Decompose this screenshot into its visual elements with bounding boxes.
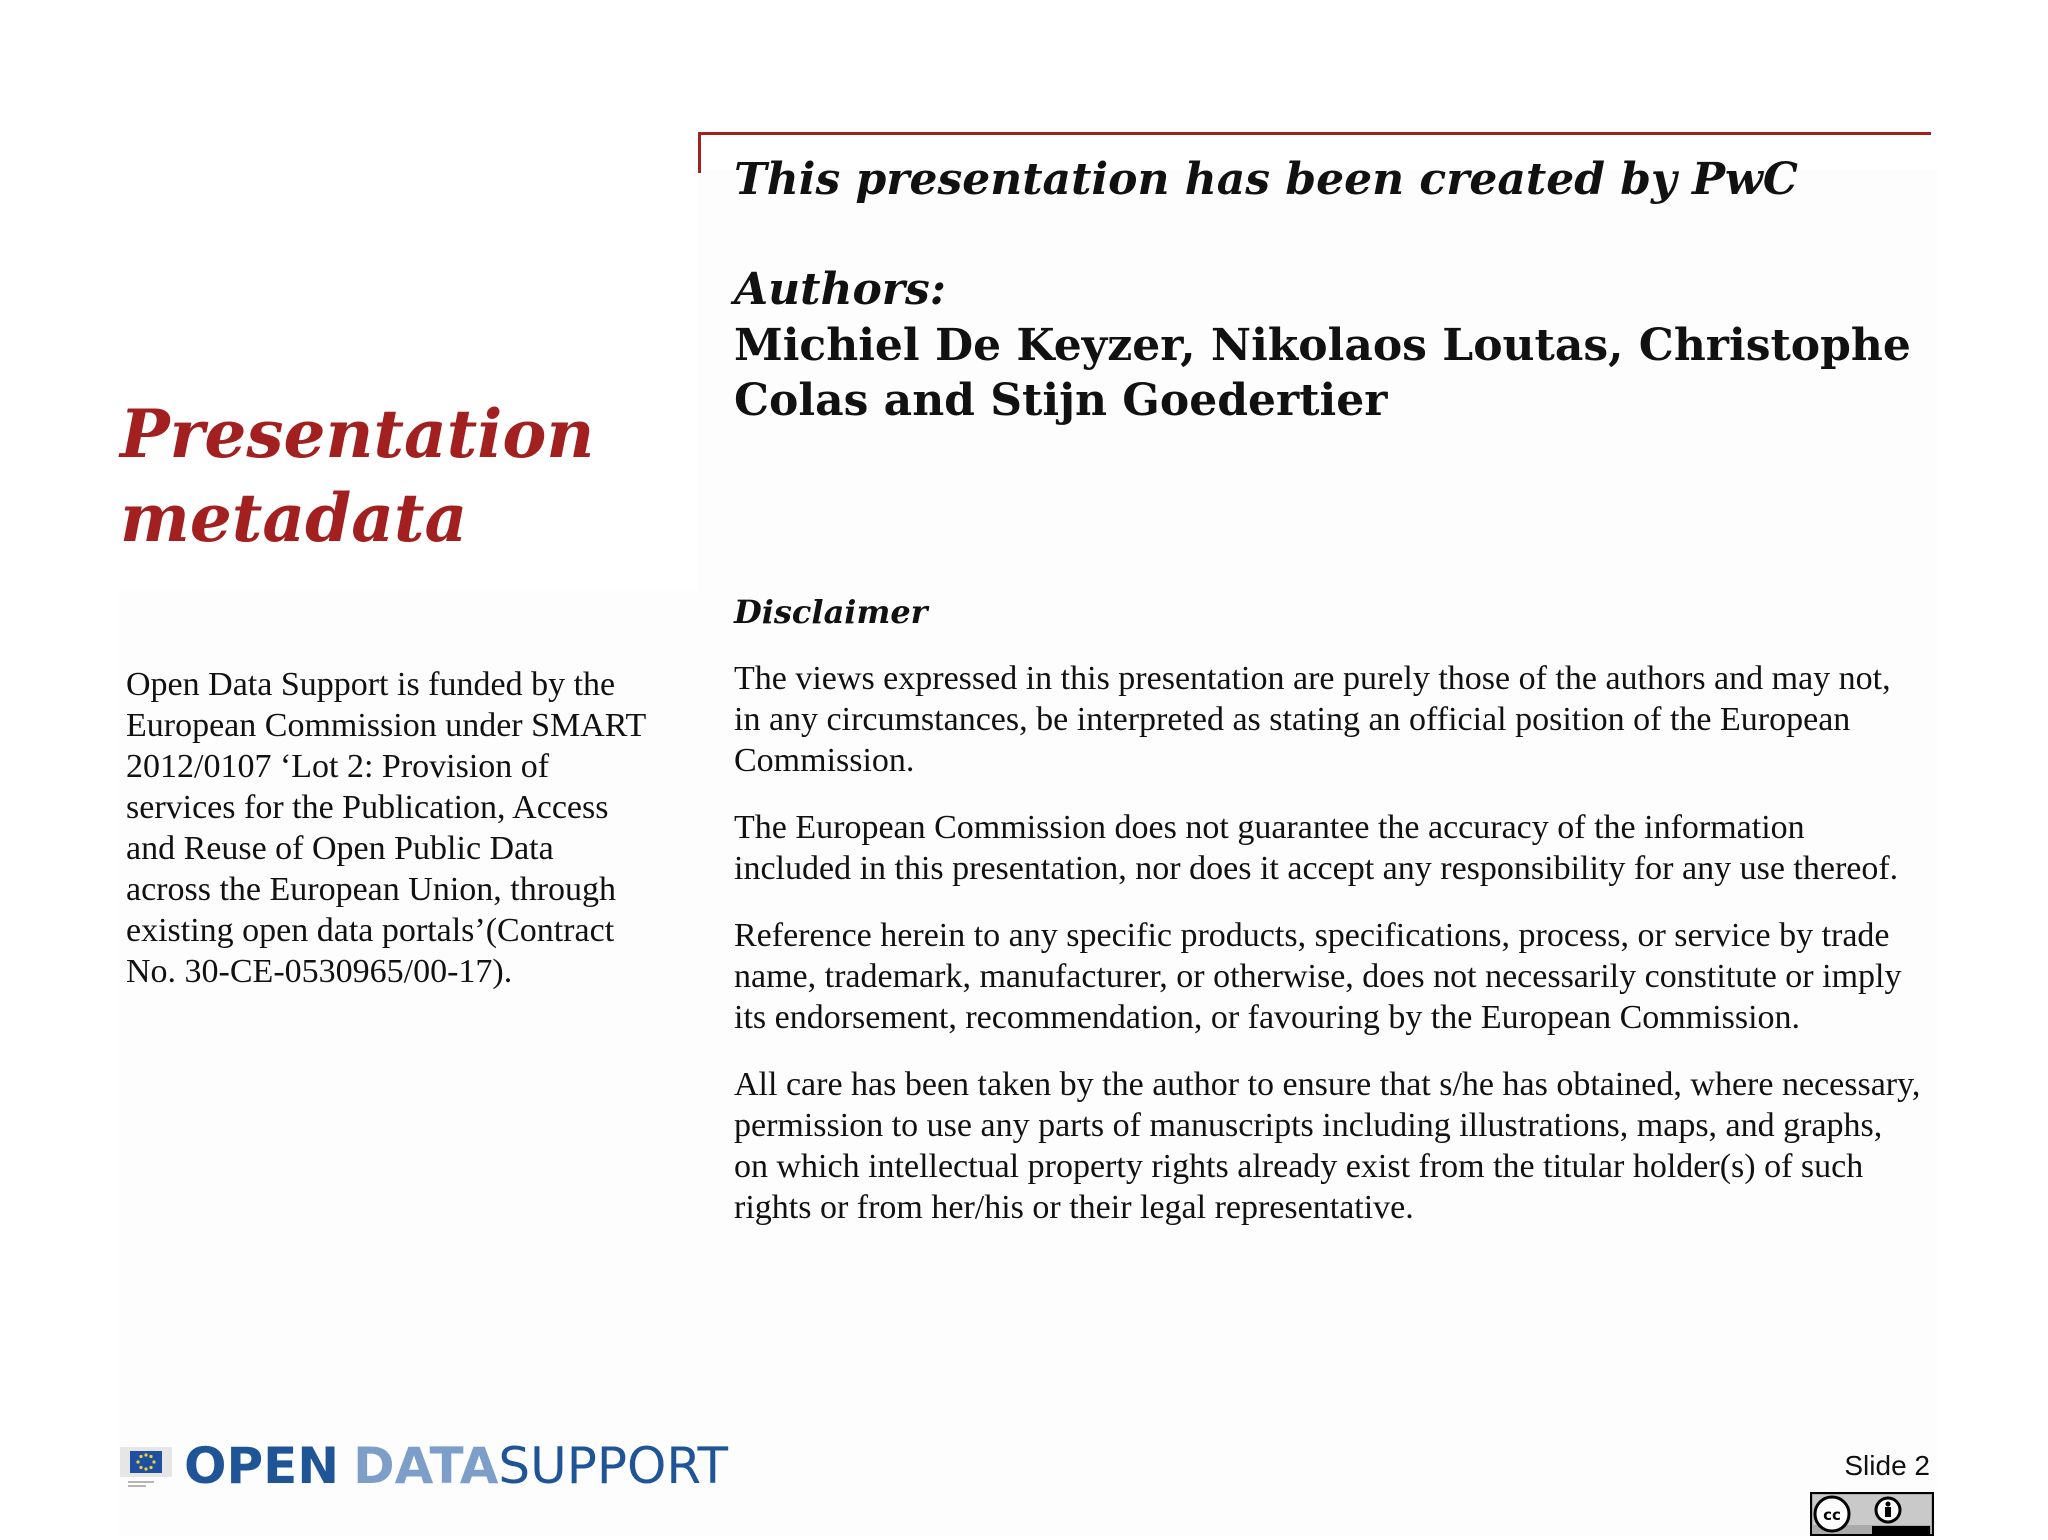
created-by-heading: This presentation has been created by PwC — [734, 154, 1798, 205]
slide-title-line1: Presentation — [120, 395, 595, 473]
disclaimer-paragraph: Reference herein to any specific products, specifications, process, or service by trade name, trademark, manufacturer, or otherwise, does not necessarily constitute or imply its endorsement, recommendation, or favouring by the European Commission. — [734, 917, 1902, 1036]
logo-support: SUPPORT — [498, 1437, 729, 1495]
open-data-support-logo — [120, 1434, 728, 1498]
disclaimer-paragraph: The European Commission does not guarantee the accuracy of the information included in this presentation, nor does it accept any responsibility for any use thereof. — [734, 809, 1899, 887]
creative-commons-by-icon — [1810, 1492, 1934, 1536]
logo-data: DATA — [353, 1437, 499, 1495]
disclaimer-body — [734, 658, 1924, 1254]
funding-note: Open Data Support is funded by the European Commission under SMART 2012/0107 ‘Lot 2: Provision of services for the Publication, Access and Reuse of Open Public Data across the European Union, through existing open data portals’(Contract No. 30-CE-0530965/00-17). — [126, 666, 646, 990]
svg-text:cc: cc — [1823, 1506, 1841, 1524]
eu-flag-icon — [120, 1443, 172, 1489]
authors-names: Michiel De Keyzer, Nikolaos Loutas, Christophe Colas and Stijn Goedertier — [734, 320, 1911, 426]
disclaimer-heading: Disclaimer — [734, 593, 928, 631]
logo-open: OPEN — [184, 1437, 340, 1495]
slide-title-line2: metadata — [120, 479, 468, 557]
disclaimer-paragraph: All care has been taken by the author to ensure that s/he has obtained, where necessary, permission to use any parts of manuscripts including illustrations, maps, and graphs, on which intellectual property rights already exist from the titular holder(s) of such rights or from her/his or their legal representative. — [734, 1066, 1921, 1226]
disclaimer-paragraph: The views expressed in this presentation are purely those of the authors and may not, in any circumstances, be interpreted as stating an official position of the European Commission. — [734, 660, 1891, 779]
logo-wordmark — [184, 1434, 728, 1498]
slide-number: Slide 2 — [1844, 1450, 1930, 1481]
authors-label: Authors: — [734, 264, 946, 315]
slide-title — [120, 392, 680, 560]
